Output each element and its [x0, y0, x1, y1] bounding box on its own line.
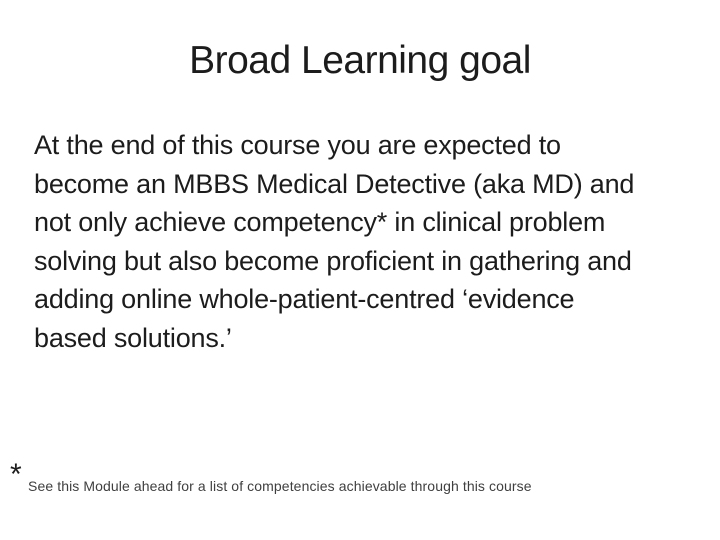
footnote	[10, 458, 650, 498]
body-line-2: become an MBBS Medical Detective (aka MD) and	[34, 168, 635, 199]
footnote-asterisk-marker: *	[10, 458, 22, 491]
footnote-text: See this Module ahead for a list of competencies achievable through this course	[28, 478, 532, 494]
body-line-1: At the end of this course you are expected to	[34, 130, 561, 160]
body-paragraph	[34, 126, 714, 357]
body-line-5: adding online whole-patient-centred ‘evidence	[34, 284, 575, 314]
body-line-3: not only achieve competency* in clinical problem	[34, 207, 606, 237]
slide-title: Broad Learning goal	[189, 39, 531, 82]
body-line-4: solving but also become proficient in gathering and	[34, 245, 632, 276]
body-line-6: based solutions.’	[34, 322, 232, 353]
